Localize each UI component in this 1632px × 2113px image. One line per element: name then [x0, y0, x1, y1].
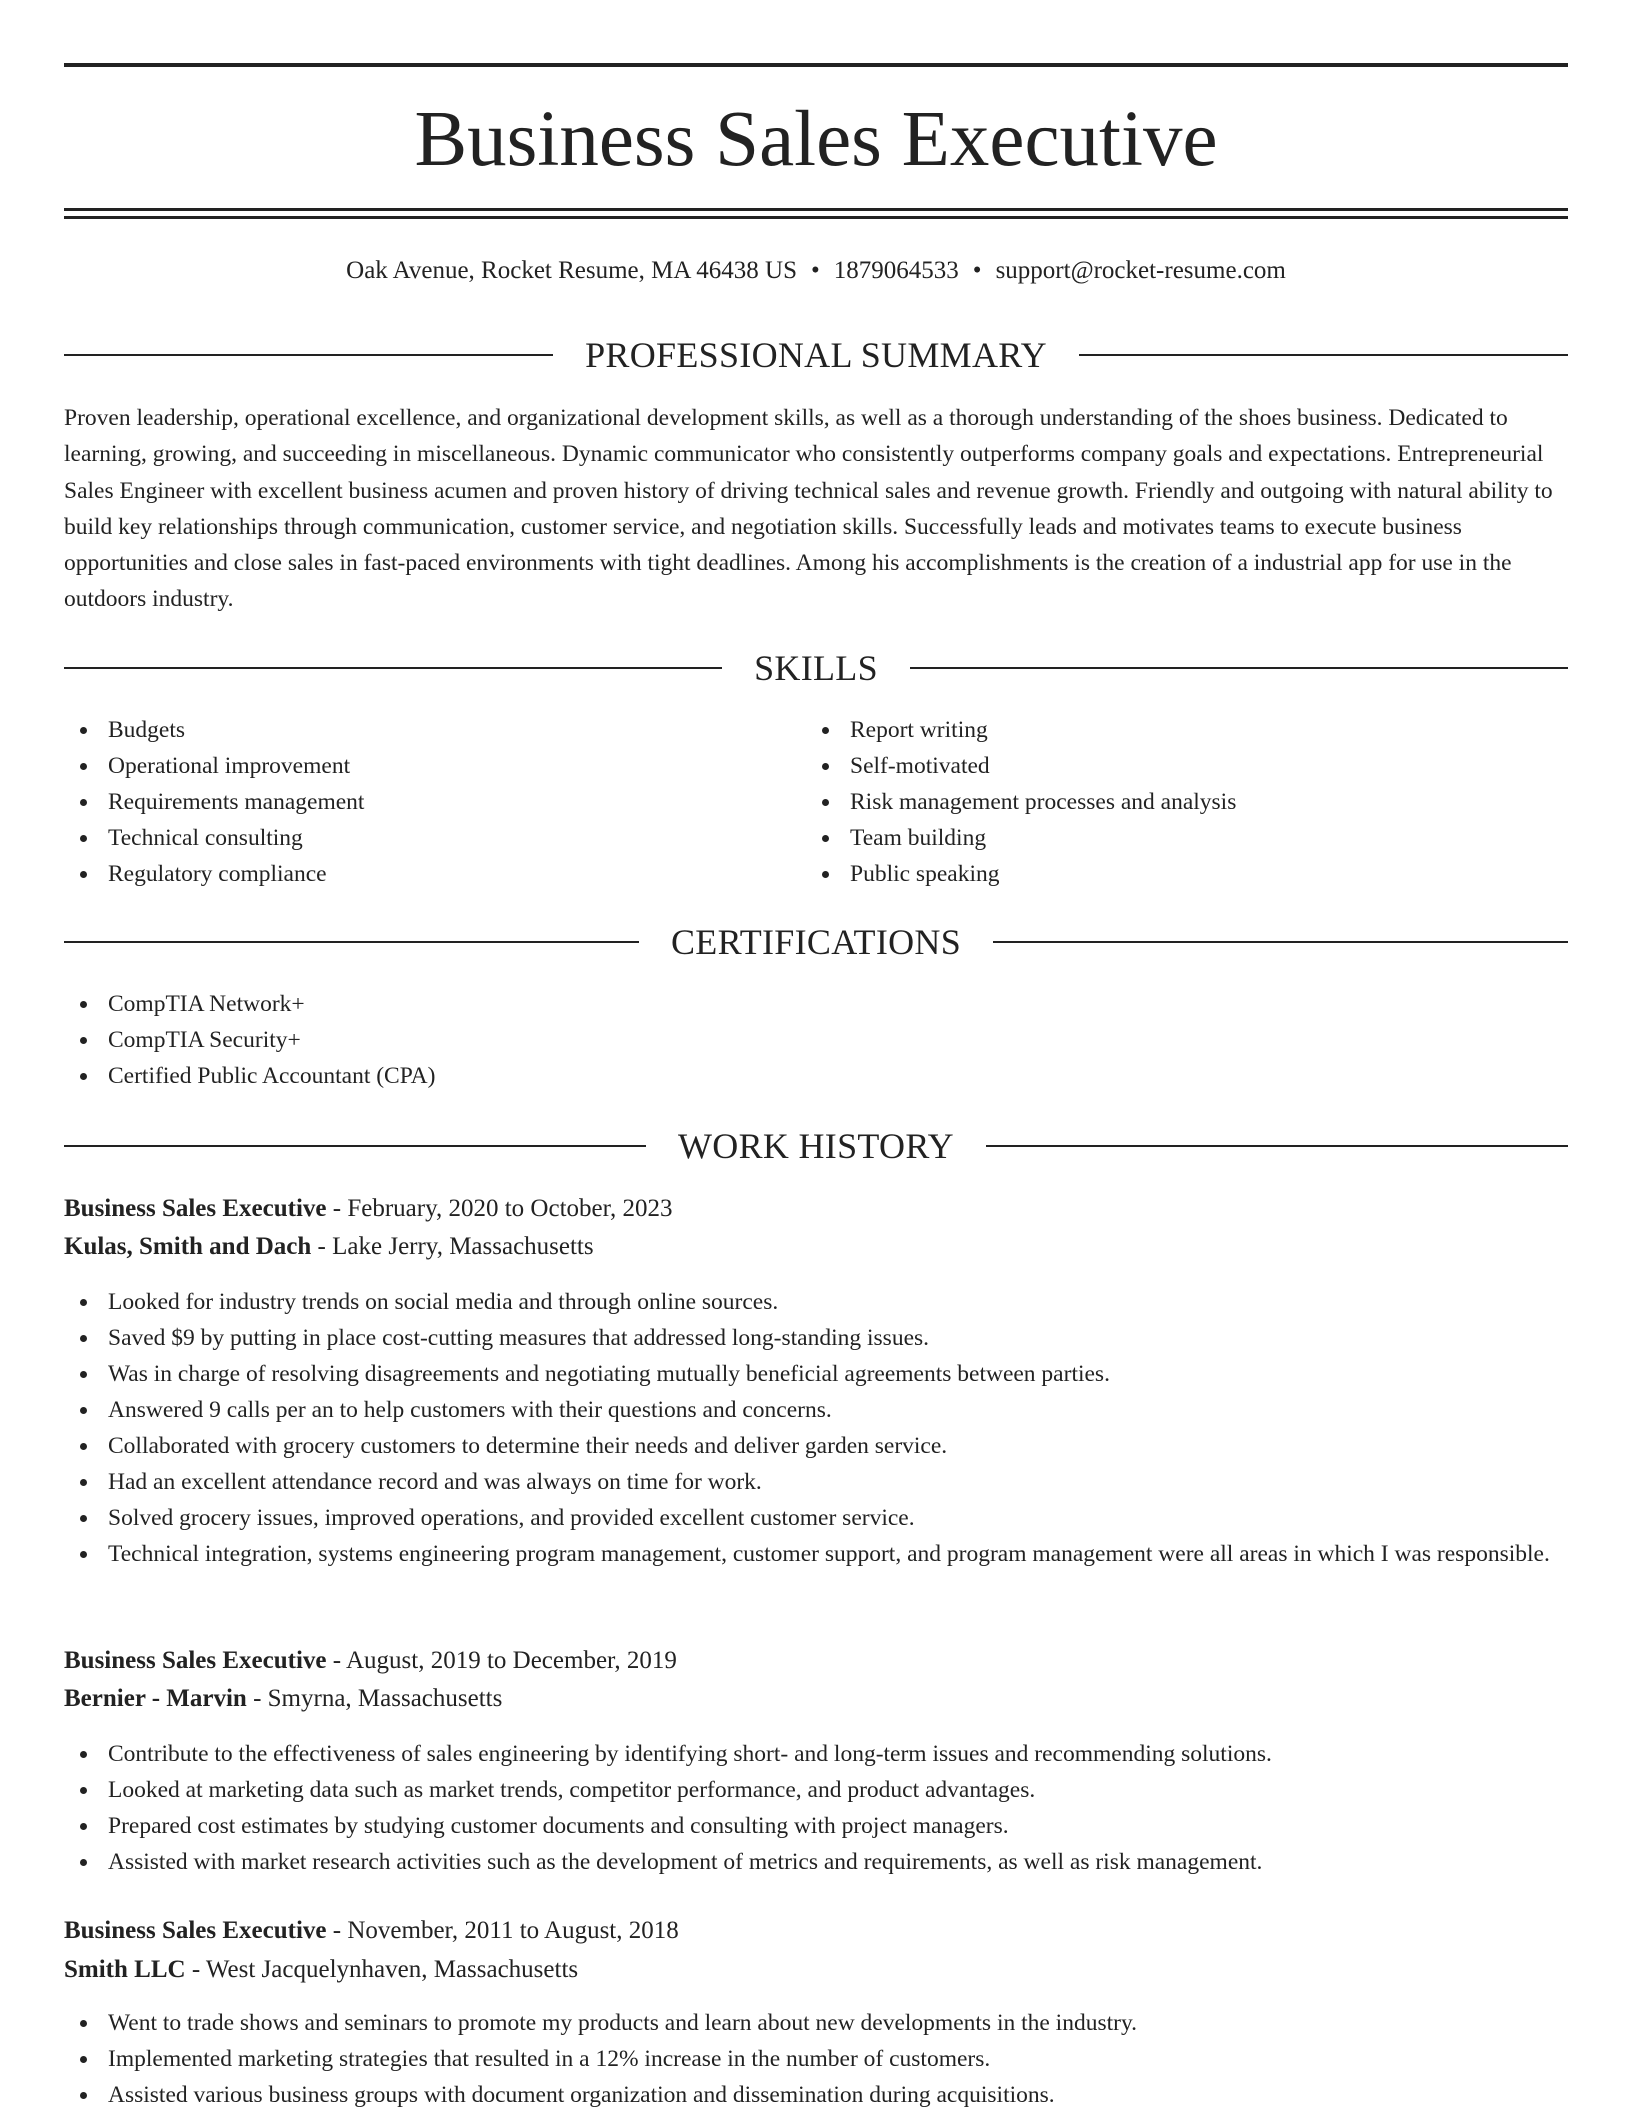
- skills-section-header: [64, 646, 1568, 690]
- work-history-section-header: [64, 1124, 1568, 1168]
- header-double-rule-lower: [64, 216, 1568, 219]
- job-title-line: [64, 1912, 1568, 1950]
- work-history-section-title: WORK HISTORY: [678, 1126, 954, 1166]
- job-bullet: Went to trade shows and seminars to promote my products and learn about new developments in the industry.: [64, 2005, 1568, 2041]
- certification-item: CompTIA Security+: [64, 1022, 1568, 1058]
- job-bullet: Looked for industry trends on social media and through online sources.: [64, 1284, 1568, 1320]
- skill-item: Public speaking: [806, 856, 1566, 892]
- skill-item: Budgets: [64, 712, 764, 748]
- job-bullets: [64, 1284, 1568, 1572]
- job-bullet: Prepared cost estimates by studying customer documents and consulting with project managers.: [64, 1808, 1568, 1844]
- contact-separator: •: [972, 257, 982, 284]
- header-double-rule-upper: [64, 208, 1568, 211]
- certifications-section-header: [64, 920, 1568, 964]
- contact-separator: •: [811, 257, 820, 284]
- skill-item: Regulatory compliance: [64, 856, 764, 892]
- job-bullet: Technical integration, systems engineering program management, customer support, and program management were all areas in which I was responsible.: [64, 1536, 1568, 1572]
- job-dates: - August, 2019 to December, 2019: [326, 1647, 677, 1674]
- job-dates: - November, 2011 to August, 2018: [326, 1917, 679, 1944]
- resume-name-heading: Business Sales Executive: [414, 96, 1218, 183]
- job-title-line: [64, 1642, 1568, 1680]
- section-rule-right: [993, 941, 1568, 943]
- job-bullet: Had an excellent attendance record and was always on time for work.: [64, 1464, 1568, 1500]
- job-company-line: [64, 1680, 1568, 1718]
- skill-item: Technical consulting: [64, 820, 764, 856]
- job-company-line: [64, 1951, 1568, 1989]
- summary-section-header: [64, 333, 1568, 377]
- section-rule-left: [64, 354, 553, 356]
- job-location: - West Jacquelynhaven, Massachusetts: [185, 1956, 579, 1983]
- job-title: Business Sales Executive: [64, 1195, 327, 1222]
- job-location: - Smyrna, Massachusetts: [246, 1685, 503, 1712]
- job-bullet: Assisted with market research activities such as the development of metrics and requirements, as well as risk management.: [64, 1844, 1568, 1880]
- skill-item: Risk management processes and analysis: [806, 784, 1566, 820]
- job-bullet: Assisted various business groups with document organization and dissemination during acquisitions.: [64, 2077, 1568, 2113]
- job-bullet: Implemented marketing strategies that resulted in a 12% increase in the number of customers.: [64, 2041, 1568, 2077]
- skill-item: Requirements management: [64, 784, 764, 820]
- job-bullet: Contribute to the effectiveness of sales engineering by identifying short- and long-term issues and recommending solutions.: [64, 1736, 1568, 1772]
- job-company: Smith LLC: [64, 1956, 186, 1983]
- certifications-list: [64, 986, 1568, 1094]
- certification-item: CompTIA Network+: [64, 986, 1568, 1022]
- section-rule-right: [910, 667, 1568, 669]
- contact-phone: 1879064533: [833, 257, 959, 284]
- skill-item: Report writing: [806, 712, 1566, 748]
- section-rule-right: [986, 1145, 1568, 1147]
- job-dates: - February, 2020 to October, 2023: [326, 1195, 673, 1222]
- contact-address: Oak Avenue, Rocket Resume, MA 46438 US: [346, 257, 798, 284]
- job-bullet: Solved grocery issues, improved operations, and provided excellent customer service.: [64, 1500, 1568, 1536]
- job-bullets: [64, 2005, 1568, 2113]
- skill-item: Self-motivated: [806, 748, 1566, 784]
- job-bullets: [64, 1736, 1568, 1880]
- section-rule-right: [1079, 354, 1568, 356]
- header-top-rule: [64, 63, 1568, 67]
- job-bullet: Collaborated with grocery customers to determine their needs and deliver garden service.: [64, 1428, 1568, 1464]
- summary-text: Proven leadership, operational excellence, and organizational development skills, as well as a thorough understanding of the shoes business. Dedicated to learning, growing, and succeeding in miscellaneous. Dynamic communicator who consistently outperforms company goals and expectations. Entrepreneurial Sales Engineer with excellent business acumen and proven history of driving technical sales and revenue growth. Friendly and outgoing with natural ability to build key relationships through communication, customer service, and negotiation skills. Successfully leads and motivates teams to execute business opportunities and close sales in fast-paced environments with tight deadlines. Among his accomplishments is the creation of a industrial app for use in the outdoors industry.: [64, 405, 1553, 613]
- job-bullet: Looked at marketing data such as market trends, competitor performance, and product advantages.: [64, 1772, 1568, 1808]
- skills-list-left: [64, 712, 764, 892]
- contact-email: support@rocket-resume.com: [995, 257, 1286, 284]
- summary-section-title: PROFESSIONAL SUMMARY: [585, 335, 1047, 375]
- job-bullet: Answered 9 calls per an to help customers with their questions and concerns.: [64, 1392, 1568, 1428]
- job-title-line: [64, 1190, 1568, 1228]
- skill-item: Team building: [806, 820, 1566, 856]
- job-company: Kulas, Smith and Dach: [64, 1233, 312, 1260]
- skills-list-right: [806, 712, 1566, 892]
- contact-line: [64, 254, 1568, 288]
- job-location: - Lake Jerry, Massachusetts: [311, 1233, 594, 1260]
- certification-item: Certified Public Accountant (CPA): [64, 1058, 1568, 1094]
- skills-section-title: SKILLS: [754, 648, 878, 688]
- skill-item: Operational improvement: [64, 748, 764, 784]
- job-title: Business Sales Executive: [64, 1917, 327, 1944]
- section-rule-left: [64, 941, 639, 943]
- job-bullet: Saved $9 by putting in place cost-cutting measures that addressed long-standing issues.: [64, 1320, 1568, 1356]
- job-bullet: Was in charge of resolving disagreements and negotiating mutually beneficial agreements between parties.: [64, 1356, 1568, 1392]
- job-company-line: [64, 1228, 1568, 1266]
- certifications-section-title: CERTIFICATIONS: [670, 922, 962, 962]
- section-rule-left: [64, 1145, 646, 1147]
- job-title: Business Sales Executive: [64, 1647, 327, 1674]
- section-rule-left: [64, 667, 722, 669]
- job-company: Bernier - Marvin: [64, 1685, 247, 1712]
